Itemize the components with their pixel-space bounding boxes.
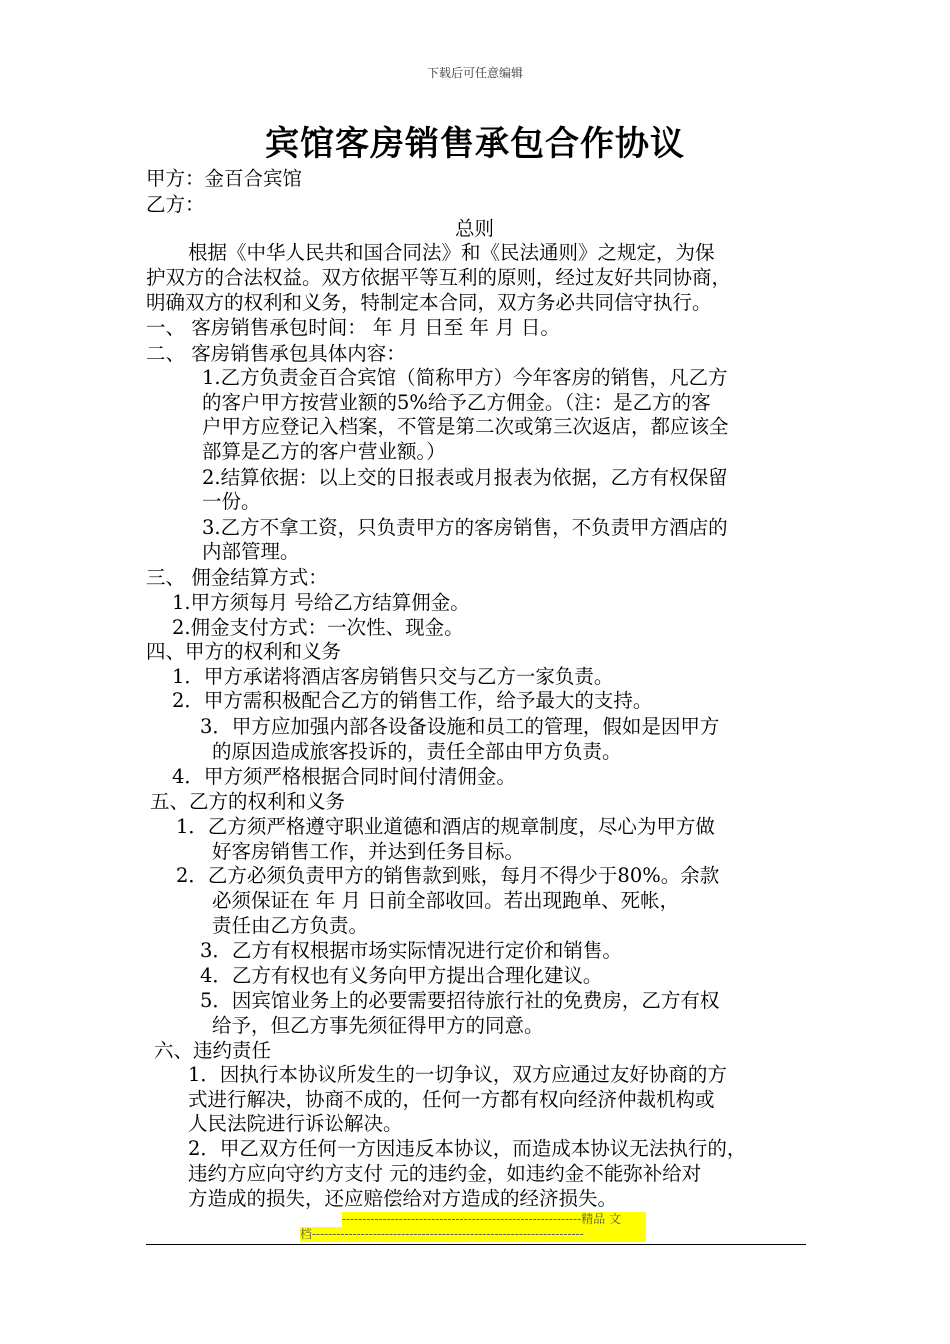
footer-highlight-line-1: -----------------------------------------------------------精品 文 bbox=[342, 1212, 646, 1227]
party-a: 甲方：金百合宾馆 bbox=[146, 167, 303, 190]
paragraph-line: 2.结算依据：以上交的日报表或月报表为依据，乙方有权保留 bbox=[202, 466, 728, 489]
footer-rule bbox=[146, 1244, 806, 1245]
section-heading-5: 五、乙方的权利和义务 bbox=[150, 790, 346, 813]
section-heading-4: 四、甲方的权利和义务 bbox=[146, 640, 342, 663]
paragraph-line: 1．因执行本协议所发生的一切争议，双方应通过友好协商的方 bbox=[188, 1063, 727, 1086]
document-title: 宾馆客房销售承包合作协议 bbox=[265, 124, 685, 164]
header-note: 下载后可任意编辑 bbox=[426, 66, 523, 80]
section-heading-3: 三、 佣金结算方式： bbox=[146, 566, 328, 589]
paragraph-line: 的客户甲方按营业额的5%给予乙方佣金。（注：是乙方的客 bbox=[202, 391, 711, 414]
paragraph-line: 违约方应向守约方支付 元的违约金，如违约金不能弥补给对 bbox=[188, 1162, 702, 1185]
paragraph-line: 根据《中华人民共和国合同法》和《民法通则》之规定，为保 bbox=[188, 241, 715, 264]
paragraph-line: 户甲方应登记入档案，不管是第二次或第三次返店，都应该全 bbox=[202, 415, 729, 438]
paragraph-line: 2．甲方需积极配合乙方的销售工作，给予最大的支持。 bbox=[172, 689, 653, 712]
paragraph-line: 3.乙方不拿工资，只负责甲方的客房销售，不负责甲方酒店的 bbox=[202, 516, 728, 539]
paragraph-line: 一份。 bbox=[202, 490, 261, 513]
paragraph-line: 必须保证在 年 月 日前全部收回。若出现跑单、死帐， bbox=[212, 889, 680, 912]
paragraph-line: 5．因宾馆业务上的必要需要招待旅行社的免费房，乙方有权 bbox=[200, 989, 720, 1012]
section-heading-6: 六、违约责任 bbox=[154, 1039, 272, 1062]
paragraph-line: 责任由乙方负责。 bbox=[212, 914, 369, 937]
paragraph-line: 3．乙方有权根据市场实际情况进行定价和销售。 bbox=[200, 939, 622, 962]
party-b: 乙方： bbox=[146, 193, 205, 216]
section-heading-general: 总则 bbox=[455, 217, 495, 240]
paragraph-line: 好客房销售工作，并达到任务目标。 bbox=[212, 840, 525, 863]
paragraph-line: 明确双方的权利和义务，特制定本合同，双方务必共同信守执行。 bbox=[146, 291, 712, 314]
paragraph-line: 人民法院进行诉讼解决。 bbox=[188, 1112, 403, 1135]
paragraph-line: 4．乙方有权也有义务向甲方提出合理化建议。 bbox=[200, 964, 603, 987]
paragraph-line: 1．乙方须严格遵守职业道德和酒店的规章制度，尽心为甲方做 bbox=[176, 815, 715, 838]
paragraph-line: 护双方的合法权益。双方依据平等互利的原则，经过友好共同协商， bbox=[146, 266, 732, 289]
section-heading-1: 一、 客房销售承包时间： 年 月 日至 年 月 日。 bbox=[146, 316, 560, 339]
paragraph-line: 2.佣金支付方式：一次性、现金。 bbox=[172, 616, 464, 639]
paragraph-line: 2．甲乙双方任何一方因违反本协议，而造成本协议无法执行的， bbox=[188, 1137, 747, 1160]
paragraph-line: 1.乙方负责金百合宾馆（简称甲方）今年客房的销售，凡乙方 bbox=[202, 366, 728, 389]
paragraph-line: 内部管理。 bbox=[202, 540, 300, 563]
section-heading-2: 二、 客房销售承包具体内容： bbox=[146, 342, 406, 365]
footer-highlight-line-2: 档------------------------------------------------------------------- bbox=[300, 1227, 646, 1242]
paragraph-line: 4．甲方须严格根据合同时间付清佣金。 bbox=[172, 765, 516, 788]
paragraph-line: 2．乙方必须负责甲方的销售款到账，每月不得少于80%。余款 bbox=[176, 864, 720, 887]
paragraph-line: 给予，但乙方事先须征得甲方的同意。 bbox=[212, 1014, 544, 1037]
paragraph-line: 1.甲方须每月 号给乙方结算佣金。 bbox=[172, 591, 470, 614]
paragraph-line: 3．甲方应加强内部各设备设施和员工的管理，假如是因甲方 bbox=[200, 715, 720, 738]
paragraph-line: 1．甲方承诺将酒店客房销售只交与乙方一家负责。 bbox=[172, 665, 614, 688]
paragraph-line: 部算是乙方的客户营业额。） bbox=[202, 440, 446, 463]
paragraph-line: 的原因造成旅客投诉的，责任全部由甲方负责。 bbox=[212, 740, 622, 763]
paragraph-line: 方造成的损失，还应赔偿给对方造成的经济损失。 bbox=[188, 1187, 618, 1210]
paragraph-line: 式进行解决，协商不成的，任何一方都有权向经济仲裁机构或 bbox=[188, 1088, 715, 1111]
